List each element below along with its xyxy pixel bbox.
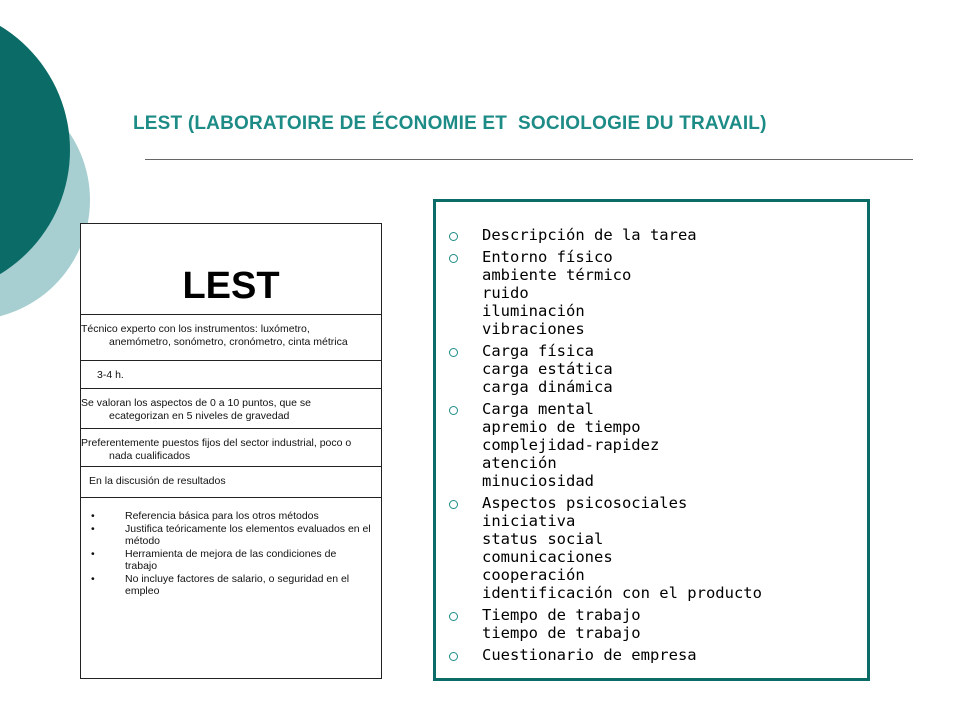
factor-subitem: ambiente térmico [482, 266, 632, 284]
lest-row-discussion: En la discusión de resultados [81, 466, 381, 497]
factor-label: Aspectos psicosociales [482, 494, 688, 512]
factors-panel [433, 199, 870, 681]
ring-bullet-icon [449, 348, 458, 357]
factor-label: Cuestionario de empresa [482, 646, 697, 664]
factor-subitem: complejidad-rapidez [482, 436, 660, 454]
factor-label: Tiempo de trabajo [482, 606, 641, 624]
factor-item [436, 606, 857, 642]
lest-heading: LEST [182, 265, 280, 307]
list-item: • Herramienta de mejora de las condiciones de trabajo [89, 548, 371, 573]
factor-item [436, 248, 857, 338]
factor-subitem: iluminación [482, 302, 585, 320]
factor-label: Entorno físico [482, 248, 613, 266]
factor-item [436, 494, 857, 602]
lest-row-instruments: Técnico experto con los instrumentos: luxómetro, anemómetro, sonómetro, cronómetro, cinta métrica [81, 314, 381, 360]
factor-subitem: vibraciones [482, 320, 585, 338]
factor-subitem: comunicaciones [482, 548, 613, 566]
list-item: • No incluye factores de salario, o seguridad en el empleo [89, 573, 371, 598]
factor-item [436, 646, 857, 664]
factor-subitem: carga estática [482, 360, 613, 378]
title-divider [145, 159, 913, 160]
factor-subitem: identificación con el producto [482, 584, 762, 602]
factor-subitem: iniciativa [482, 512, 576, 530]
factor-label: Carga física [482, 342, 594, 360]
lest-summary-table [80, 223, 382, 679]
ring-bullet-icon [449, 406, 458, 415]
lest-row-jobs: Preferentemente puestos fijos del sector industrial, poco o nada cualificados [81, 428, 381, 466]
factor-subitem: ruido [482, 284, 529, 302]
ring-bullet-icon [449, 232, 458, 241]
factor-subitem: apremio de tiempo [482, 418, 641, 436]
ring-bullet-icon [449, 254, 458, 263]
list-item: • Referencia básica para los otros métodos [89, 510, 371, 523]
factor-subitem: cooperación [482, 566, 585, 584]
factor-label: Descripción de la tarea [482, 226, 697, 244]
factor-subitem: minuciosidad [482, 472, 594, 490]
factor-item [436, 400, 857, 490]
factor-subitem: status social [482, 530, 604, 548]
factor-subitem: carga dinámica [482, 378, 613, 396]
lest-notes-list [89, 510, 371, 598]
lest-row-duration: 3-4 h. [81, 360, 381, 388]
list-item: • Justifica teóricamente los elementos evaluados en el método [89, 523, 371, 548]
factor-subitem: tiempo de trabajo [482, 624, 641, 642]
factor-item [436, 342, 857, 396]
lest-row-notes [81, 497, 381, 598]
lest-row-scoring: Se valoran los aspectos de 0 a 10 puntos, que se ecategorizan en 5 niveles de gravedad [81, 388, 381, 428]
ring-bullet-icon [449, 500, 458, 509]
factor-subitem: atención [482, 454, 557, 472]
factor-item [436, 226, 857, 244]
slide-title: LEST (LABORATOIRE DE ÉCONOMIE ET SOCIOLOGIE DU TRAVAIL) [133, 113, 767, 134]
factor-label: Carga mental [482, 400, 594, 418]
ring-bullet-icon [449, 612, 458, 621]
factors-list [436, 202, 867, 664]
ring-bullet-icon [449, 652, 458, 661]
